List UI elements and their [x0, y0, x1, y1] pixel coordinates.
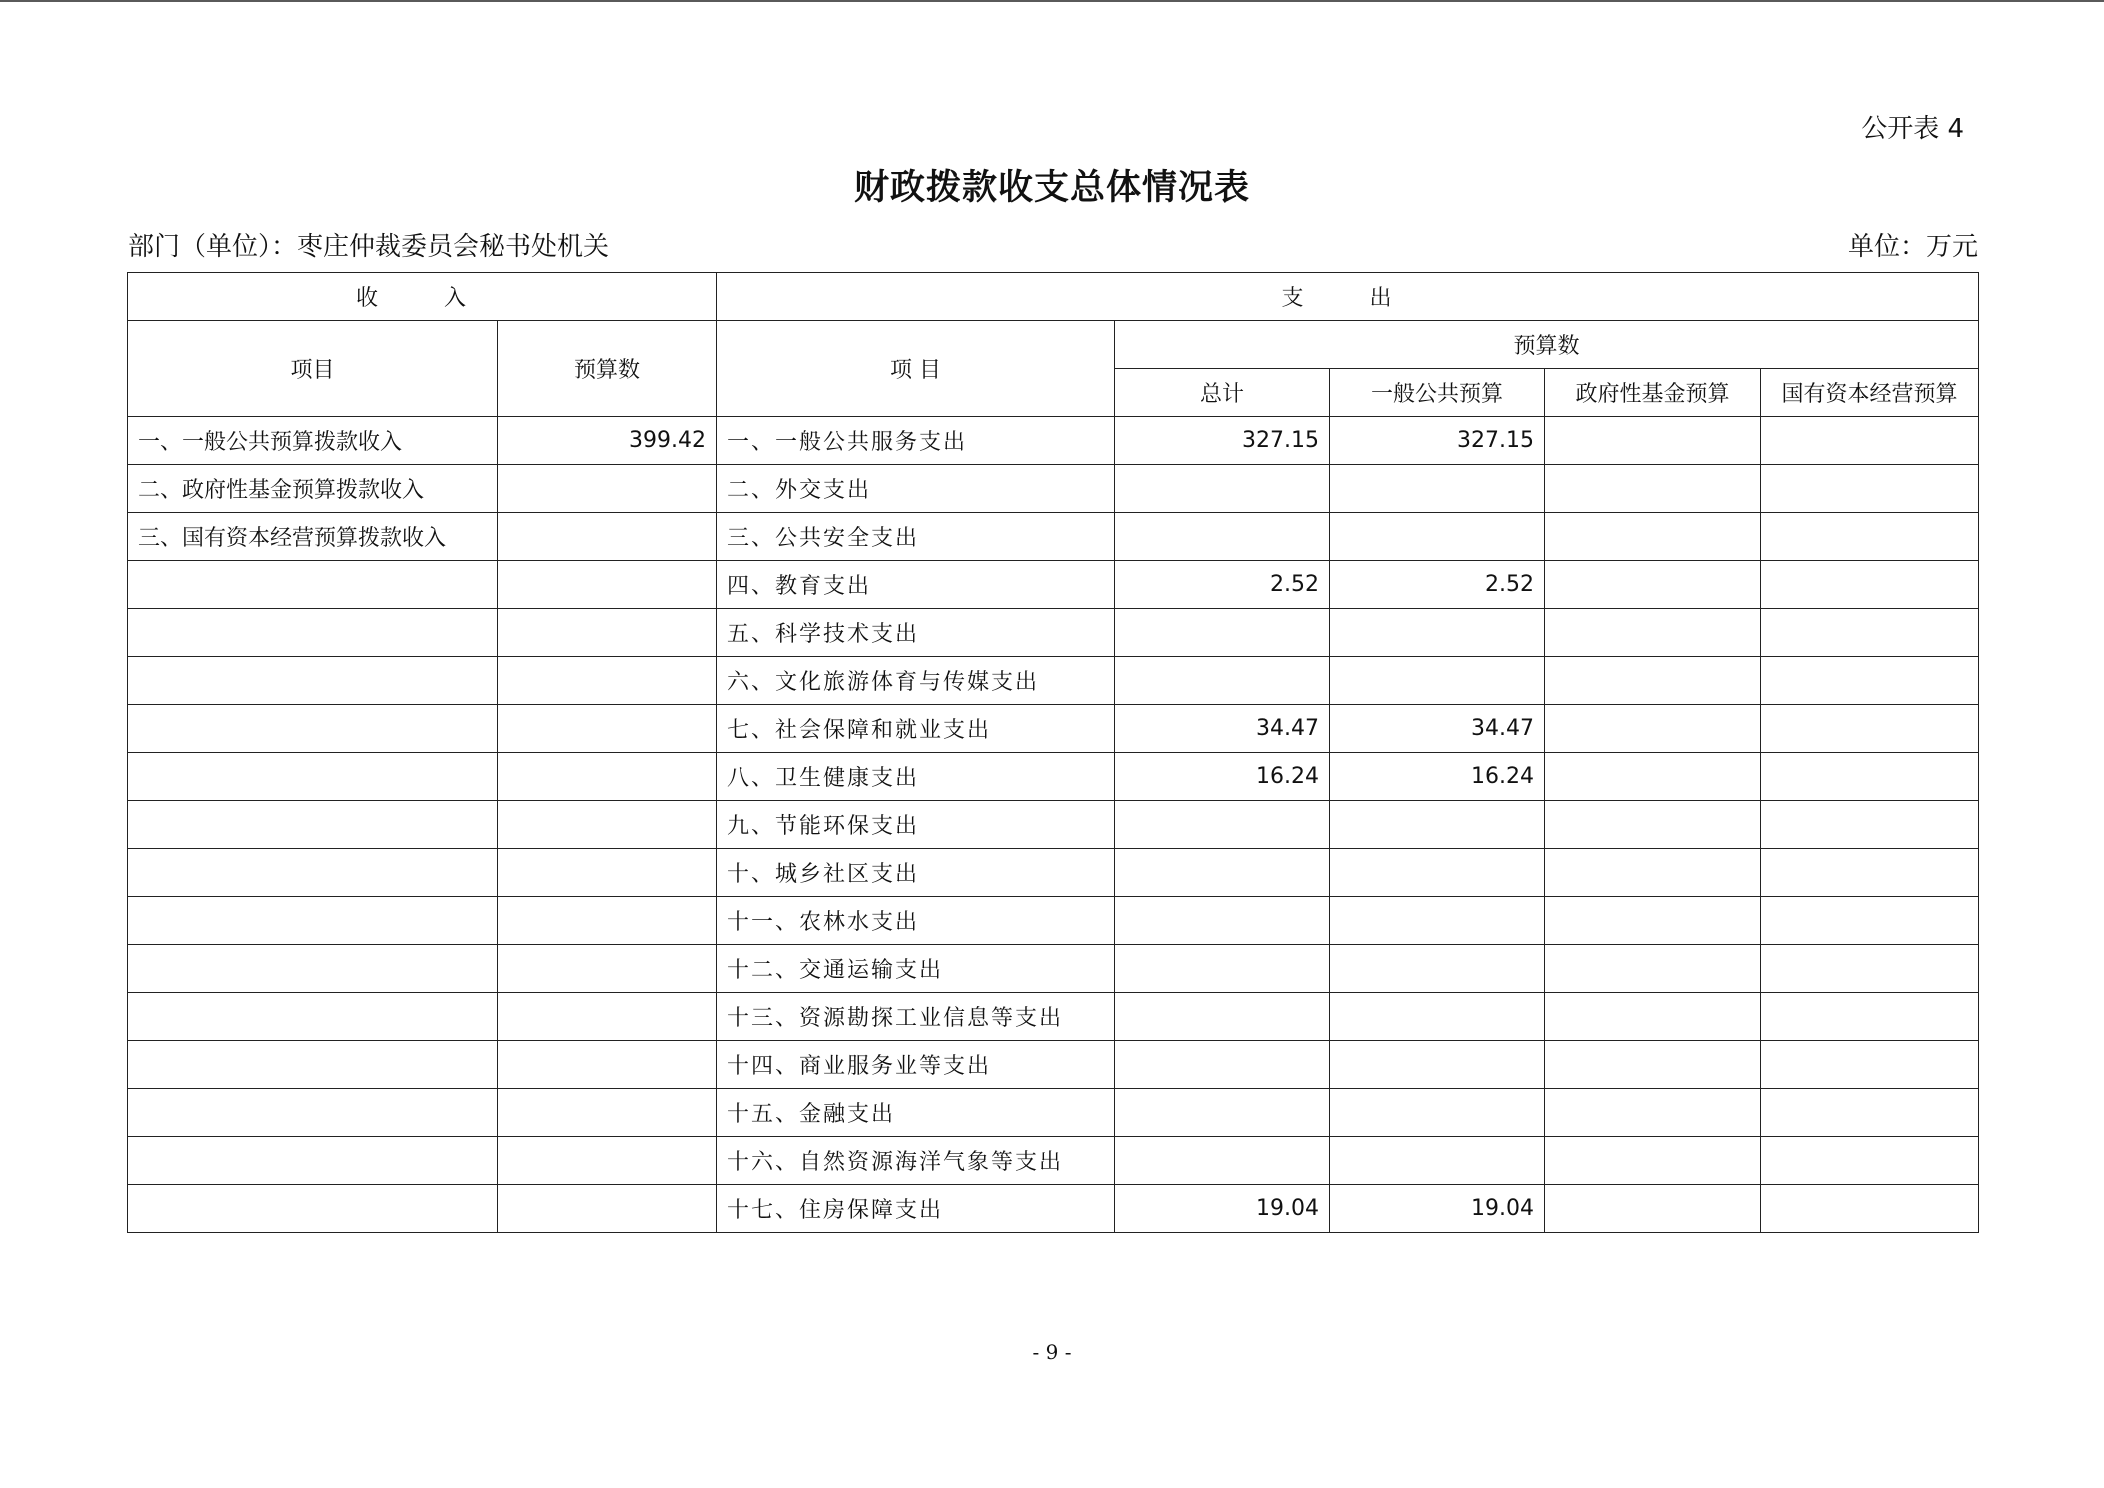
- gov-fund-cell: [1545, 897, 1761, 945]
- state-capital-cell: [1761, 561, 1979, 609]
- state-capital-cell: [1761, 993, 1979, 1041]
- table-row: [128, 801, 1979, 849]
- total-cell: [1115, 513, 1330, 561]
- gov-fund-cell: [1545, 1089, 1761, 1137]
- expense-item-cell: 一、一般公共服务支出: [717, 417, 1115, 465]
- general-budget-cell: [1330, 465, 1545, 513]
- gov-fund-header: 政府性基金预算: [1545, 369, 1761, 417]
- state-capital-cell: [1761, 1041, 1979, 1089]
- state-capital-cell: [1761, 801, 1979, 849]
- state-capital-cell: [1761, 465, 1979, 513]
- income-amount-cell: [498, 1185, 717, 1233]
- expense-header: 支 出: [717, 273, 1979, 321]
- total-cell: 34.47: [1115, 705, 1330, 753]
- gov-fund-cell: [1545, 705, 1761, 753]
- gov-fund-cell: [1545, 1185, 1761, 1233]
- state-capital-cell: [1761, 849, 1979, 897]
- income-item-cell: [128, 705, 498, 753]
- table-row: [128, 705, 1979, 753]
- income-amount-cell: [498, 993, 717, 1041]
- table-row: [128, 465, 1979, 513]
- total-cell: [1115, 657, 1330, 705]
- table-row: [128, 1041, 1979, 1089]
- income-item-cell: [128, 945, 498, 993]
- total-cell: [1115, 849, 1330, 897]
- general-budget-cell: 19.04: [1330, 1185, 1545, 1233]
- budget-table: [127, 272, 1979, 1233]
- income-item-cell: 二、政府性基金预算拨款收入: [128, 465, 498, 513]
- total-cell: [1115, 609, 1330, 657]
- income-amount-cell: [498, 609, 717, 657]
- expense-item-cell: 八、卫生健康支出: [717, 753, 1115, 801]
- header-row-middle: [128, 321, 1979, 369]
- table-row: [128, 753, 1979, 801]
- total-cell: 19.04: [1115, 1185, 1330, 1233]
- general-budget-cell: 327.15: [1330, 417, 1545, 465]
- total-cell: [1115, 801, 1330, 849]
- income-amount-cell: [498, 1089, 717, 1137]
- general-budget-cell: [1330, 609, 1545, 657]
- gov-fund-cell: [1545, 993, 1761, 1041]
- income-amount-cell: [498, 753, 717, 801]
- total-cell: [1115, 1137, 1330, 1185]
- state-capital-cell: [1761, 609, 1979, 657]
- table-row: [128, 897, 1979, 945]
- expense-item-cell: 七、社会保障和就业支出: [717, 705, 1115, 753]
- table-row: [128, 1185, 1979, 1233]
- page-title: 财政拨款收支总体情况表: [853, 168, 1250, 208]
- gov-fund-cell: [1545, 1137, 1761, 1185]
- state-capital-cell: [1761, 417, 1979, 465]
- total-cell: [1115, 465, 1330, 513]
- income-item-cell: [128, 753, 498, 801]
- income-amount-cell: [498, 1041, 717, 1089]
- state-capital-cell: [1761, 1185, 1979, 1233]
- gov-fund-cell: [1545, 1041, 1761, 1089]
- expense-item-cell: 六、文化旅游体育与传媒支出: [717, 657, 1115, 705]
- general-budget-cell: [1330, 849, 1545, 897]
- gov-fund-cell: [1545, 609, 1761, 657]
- table-row: [128, 561, 1979, 609]
- income-amount-cell: [498, 705, 717, 753]
- gov-fund-cell: [1545, 465, 1761, 513]
- total-header: 总计: [1115, 369, 1330, 417]
- total-cell: [1115, 993, 1330, 1041]
- expense-item-cell: 五、科学技术支出: [717, 609, 1115, 657]
- table-row: [128, 1089, 1979, 1137]
- income-amount-cell: [498, 561, 717, 609]
- income-item-cell: [128, 897, 498, 945]
- income-amount-cell: [498, 897, 717, 945]
- income-amount-cell: [498, 945, 717, 993]
- general-budget-cell: [1330, 513, 1545, 561]
- total-cell: [1115, 1089, 1330, 1137]
- income-item-cell: [128, 849, 498, 897]
- total-cell: 327.15: [1115, 417, 1330, 465]
- income-amount-cell: [498, 1137, 717, 1185]
- department-label: 部门（单位）：枣庄仲裁委员会秘书处机关: [128, 232, 610, 262]
- general-budget-cell: 2.52: [1330, 561, 1545, 609]
- total-cell: [1115, 1041, 1330, 1089]
- state-capital-cell: [1761, 705, 1979, 753]
- general-budget-cell: [1330, 1089, 1545, 1137]
- general-budget-cell: [1330, 1137, 1545, 1185]
- income-header: 收 入: [128, 273, 717, 321]
- expense-item-cell: 二、外交支出: [717, 465, 1115, 513]
- state-capital-header: 国有资本经营预算: [1761, 369, 1979, 417]
- state-capital-cell: [1761, 513, 1979, 561]
- income-item-cell: [128, 561, 498, 609]
- total-cell: [1115, 897, 1330, 945]
- table-row: [128, 945, 1979, 993]
- expense-item-cell: 十七、住房保障支出: [717, 1185, 1115, 1233]
- general-budget-cell: [1330, 945, 1545, 993]
- table-body: [128, 417, 1979, 1233]
- general-budget-cell: 34.47: [1330, 705, 1545, 753]
- expense-item-cell: 十三、资源勘探工业信息等支出: [717, 993, 1115, 1041]
- expense-item-cell: 三、公共安全支出: [717, 513, 1115, 561]
- income-amount-cell: [498, 849, 717, 897]
- income-item-cell: [128, 657, 498, 705]
- income-amount-cell: [498, 513, 717, 561]
- general-budget-cell: [1330, 993, 1545, 1041]
- income-item-cell: [128, 1041, 498, 1089]
- gov-fund-cell: [1545, 945, 1761, 993]
- expense-item-cell: 十四、商业服务业等支出: [717, 1041, 1115, 1089]
- general-budget-cell: [1330, 657, 1545, 705]
- table-row: [128, 417, 1979, 465]
- state-capital-cell: [1761, 657, 1979, 705]
- form-number: 公开表 4: [1861, 114, 1964, 144]
- general-budget-cell: [1330, 1041, 1545, 1089]
- state-capital-cell: [1761, 1137, 1979, 1185]
- income-item-cell: [128, 1185, 498, 1233]
- page-number: - 9 -: [1032, 1340, 1072, 1364]
- general-budget-header: 一般公共预算: [1330, 369, 1545, 417]
- gov-fund-cell: [1545, 849, 1761, 897]
- state-capital-cell: [1761, 753, 1979, 801]
- table-row: [128, 609, 1979, 657]
- total-cell: [1115, 945, 1330, 993]
- table-row: [128, 1137, 1979, 1185]
- general-budget-cell: [1330, 801, 1545, 849]
- gov-fund-cell: [1545, 417, 1761, 465]
- state-capital-cell: [1761, 1089, 1979, 1137]
- income-amount-cell: [498, 657, 717, 705]
- income-amount-header: 预算数: [498, 321, 717, 417]
- expense-item-cell: 十二、交通运输支出: [717, 945, 1115, 993]
- table-row: [128, 513, 1979, 561]
- expense-item-cell: 十一、农林水支出: [717, 897, 1115, 945]
- expense-item-header: 项 目: [717, 321, 1115, 417]
- income-amount-cell: [498, 801, 717, 849]
- expense-item-cell: 九、节能环保支出: [717, 801, 1115, 849]
- expense-item-cell: 十、城乡社区支出: [717, 849, 1115, 897]
- income-item-cell: [128, 1089, 498, 1137]
- total-cell: 2.52: [1115, 561, 1330, 609]
- budget-group-header: 预算数: [1115, 321, 1979, 369]
- general-budget-cell: [1330, 897, 1545, 945]
- income-item-cell: [128, 609, 498, 657]
- unit-label: 单位：万元: [1847, 232, 1978, 262]
- state-capital-cell: [1761, 945, 1979, 993]
- gov-fund-cell: [1545, 561, 1761, 609]
- page-top-border: [0, 0, 2104, 2]
- table-row: [128, 849, 1979, 897]
- expense-item-cell: 十六、自然资源海洋气象等支出: [717, 1137, 1115, 1185]
- table-row: [128, 657, 1979, 705]
- income-item-header: 项目: [128, 321, 498, 417]
- total-cell: 16.24: [1115, 753, 1330, 801]
- gov-fund-cell: [1545, 513, 1761, 561]
- gov-fund-cell: [1545, 801, 1761, 849]
- income-item-cell: 三、国有资本经营预算拨款收入: [128, 513, 498, 561]
- header-row-top: [128, 273, 1979, 321]
- expense-item-cell: 十五、金融支出: [717, 1089, 1115, 1137]
- income-item-cell: 一、一般公共预算拨款收入: [128, 417, 498, 465]
- gov-fund-cell: [1545, 753, 1761, 801]
- income-item-cell: [128, 801, 498, 849]
- general-budget-cell: 16.24: [1330, 753, 1545, 801]
- expense-item-cell: 四、教育支出: [717, 561, 1115, 609]
- state-capital-cell: [1761, 897, 1979, 945]
- income-item-cell: [128, 1137, 498, 1185]
- income-amount-cell: [498, 465, 717, 513]
- gov-fund-cell: [1545, 657, 1761, 705]
- table-row: [128, 993, 1979, 1041]
- income-item-cell: [128, 993, 498, 1041]
- income-amount-cell: 399.42: [498, 417, 717, 465]
